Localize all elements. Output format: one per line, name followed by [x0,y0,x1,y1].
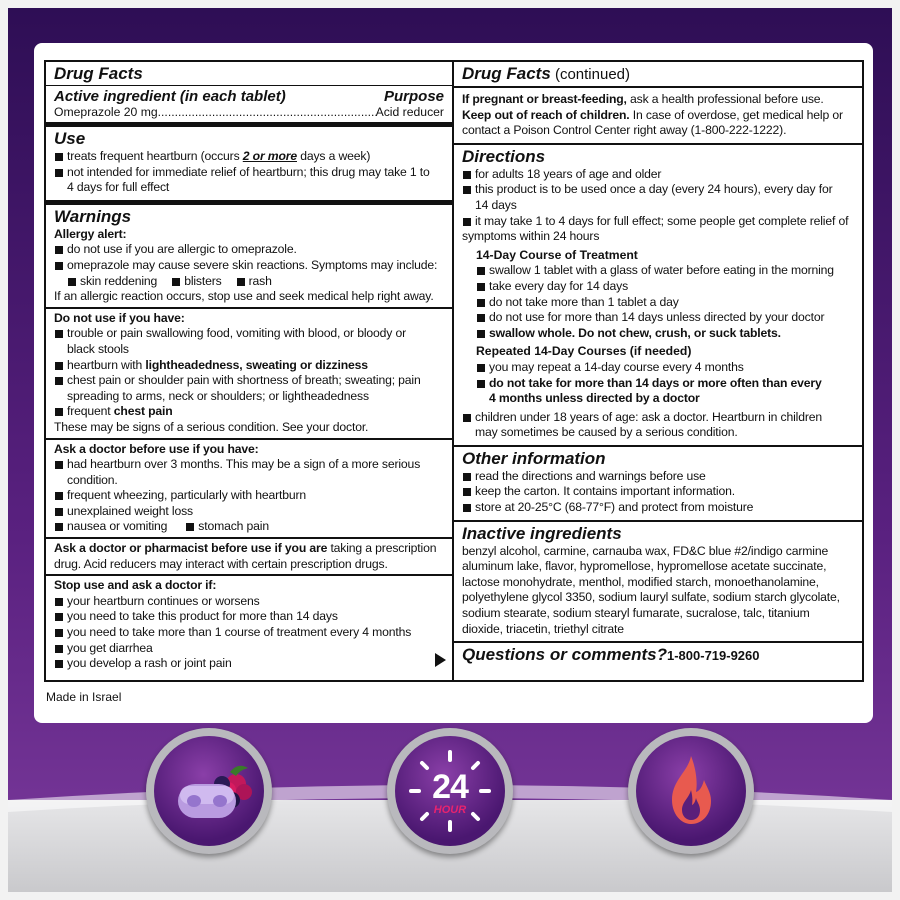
course-item: do not take more than 1 tablet a day [476,295,854,311]
phone-number: 1-800-719-9260 [666,648,760,664]
use-section [46,127,452,205]
stop-use-item: you need to take this product for more than 14 days [54,609,444,625]
allergy-alert-heading: Allergy alert: [54,226,127,241]
use-title: Use [54,129,86,148]
keep-out-warning: Keep out of reach of children. In case of overdose, get medical help or [462,107,843,122]
ingredient-name: Omeprazole 20 mg [54,105,158,119]
ingredient-purpose: Acid reducer [375,105,444,119]
stop-use-subsection [46,574,452,672]
stop-use-heading: Stop use and ask a doctor if: [54,578,217,593]
inactive-line: dioxide, triacetin, triethyl citrate [462,621,624,636]
course-item: take every day for 14 days [476,279,854,295]
allergy-item: do not use if you are allergic to omeprazole. [54,242,444,258]
inactive-ingredients-title: Inactive ingredients [462,523,622,543]
ask-pharmacist-subsection [46,537,452,572]
do-not-use-heading: Do not use if you have: [54,310,185,325]
repeat-heading: Repeated 14-Day Courses (if needed) [476,344,692,359]
active-ingredient-heading: Active ingredient (in each tablet) [54,88,286,105]
inactive-ingredients-section [454,522,862,644]
drug-facts-left-column [44,60,454,682]
badge-hours-number: 24 [432,768,468,806]
inactive-line: lactose monohydrate, menthol, modified starch, monoethanolamine, [462,574,819,589]
other-item: store at 20-25°C (68-77°F) and protect from moisture [462,500,854,516]
use-item-cont: 4 days for full effect [67,180,170,195]
inactive-line: polyethylene glycol 3350, sodium lauryl sulfate, sodium starch glycolate, [462,590,840,605]
pregnancy-warning: If pregnant or breast-feeding, ask a health professional before use. [462,92,824,106]
warnings-section [46,205,452,673]
badge-hour-label: HOUR [433,804,467,816]
tablet-berries-icon [146,728,272,854]
badge-24-hour [387,728,513,854]
inactive-line: aluminum lake, flavor, hypromellose, hypromellose acetate succinate, [462,559,827,574]
flame-icon [628,728,754,854]
course-item: do not use for more than 14 days unless directed by your doctor [476,310,854,326]
other-item: keep the carton. It contains important information. [462,484,854,500]
stop-use-item: you need to take more than 1 course of treatment every 4 months [54,625,444,641]
directions-item-cont: symptoms within 24 hours [462,229,600,244]
repeat-item: you may repeat a 14-day course every 4 months [476,360,854,376]
directions-item: for adults 18 years of age and older [462,167,854,183]
purpose-heading: Purpose [383,88,444,105]
ask-pharmacist-text: Ask a doctor or pharmacist before use if you are taking a prescription [54,541,437,556]
do-not-use-item: heartburn with lightheadedness, sweating or dizziness [54,358,444,374]
children-item: children under 18 years of age: ask a doctor. Heartburn in children [462,410,854,426]
children-item-cont: may sometimes be caused by a serious condition. [475,425,738,440]
other-information-title: Other information [462,448,606,468]
do-not-use-item-cont: spreading to arms, neck or shoulders; or lightheadedness [67,388,369,403]
course-item: swallow whole. Do not chew, crush, or suck tablets. [476,326,854,342]
symptom-item: skin reddening [67,274,157,290]
stop-use-item: you develop a rash or joint pain [54,656,444,672]
do-not-use-item: frequent chest pain [54,404,444,420]
inactive-line: benzyl alcohol, carmine, carnauba wax, FD&C blue #2/indigo carmine [462,543,829,558]
stop-use-item: you get diarrhea [54,641,444,657]
symptom-list [54,274,444,290]
ask-doctor-subsection [46,438,452,536]
poison-control-line: contact a Poison Control Center right away (1-800-222-1222). [462,123,787,138]
use-item: not intended for immediate relief of heartburn; this drug may take 1 to [54,165,444,181]
other-item: read the directions and warnings before use [462,469,854,485]
warnings-title: Warnings [54,206,132,226]
do-not-use-subsection [46,307,452,436]
badge-flame [628,728,754,854]
ask-pharmacist-text-cont: drug. Acid reducers may interact with certain prescription drugs. [54,556,388,571]
ask-doctor-item: stomach pain [185,519,269,535]
do-not-use-item-cont: black stools [67,341,129,356]
use-item: treats frequent heartburn (occurs 2 or more days a week) [54,149,444,165]
ask-doctor-item: unexplained weight loss [54,504,444,520]
ask-doctor-item: had heartburn over 3 months. This may be a sign of a more serious condition. [54,457,444,488]
directions-item-cont: 14 days [475,197,517,212]
directions-section [454,145,862,447]
leader-dots [158,105,376,119]
other-information-section [454,447,862,522]
ask-doctor-item: frequent wheezing, particularly with heartburn [54,488,444,504]
course-item: swallow 1 tablet with a glass of water before eating in the morning [476,263,854,279]
arrow-right-icon [435,653,446,667]
made-in-label: Made in Israel [46,690,122,704]
allergy-note: If an allergic reaction occurs, stop use and seek medical help right away. [54,289,434,304]
repeat-item-cont: 4 months unless directed by a doctor [489,391,700,406]
course-heading: 14-Day Course of Treatment [476,247,638,262]
ask-doctor-item: nausea or vomiting [54,519,167,535]
drug-facts-title: Drug Facts [46,64,452,86]
symptom-item: blisters [171,274,221,290]
directions-item: it may take 1 to 4 days for full effect; some people get complete relief of [462,214,854,230]
ask-doctor-heading: Ask a doctor before use if you have: [54,441,259,456]
ask-doctor-item-row [54,519,444,535]
badge-tablet [146,728,272,854]
questions-line: Questions or comments?1-800-719-9260 [462,645,760,665]
inactive-line: sodium stearate, sodium stearyl fumarate, sucralose, talc, titanium [462,606,810,621]
stop-use-item: your heartburn continues or worsens [54,594,444,610]
allergy-item: omeprazole may cause severe skin reactions. Symptoms may include: [54,258,444,274]
symptom-item: rash [236,274,272,290]
directions-title: Directions [462,146,546,166]
do-not-use-note: These may be signs of a serious condition. See your doctor. [54,419,369,434]
questions-section [454,643,862,670]
repeat-item: do not take for more than 14 days or more often than every [476,376,854,392]
do-not-use-item: chest pain or shoulder pain with shortness of breath; sweating; pain [54,373,444,389]
active-ingredient-section [46,62,452,127]
do-not-use-item: trouble or pain swallowing food, vomiting with blood, or bloody or [54,326,444,342]
drug-facts-right-column [454,60,864,682]
directions-item: this product is to be used once a day (every 24 hours), every day for [462,182,854,198]
pregnancy-section [454,62,862,145]
drug-facts-continued-title: Drug Facts (continued) [454,64,862,88]
